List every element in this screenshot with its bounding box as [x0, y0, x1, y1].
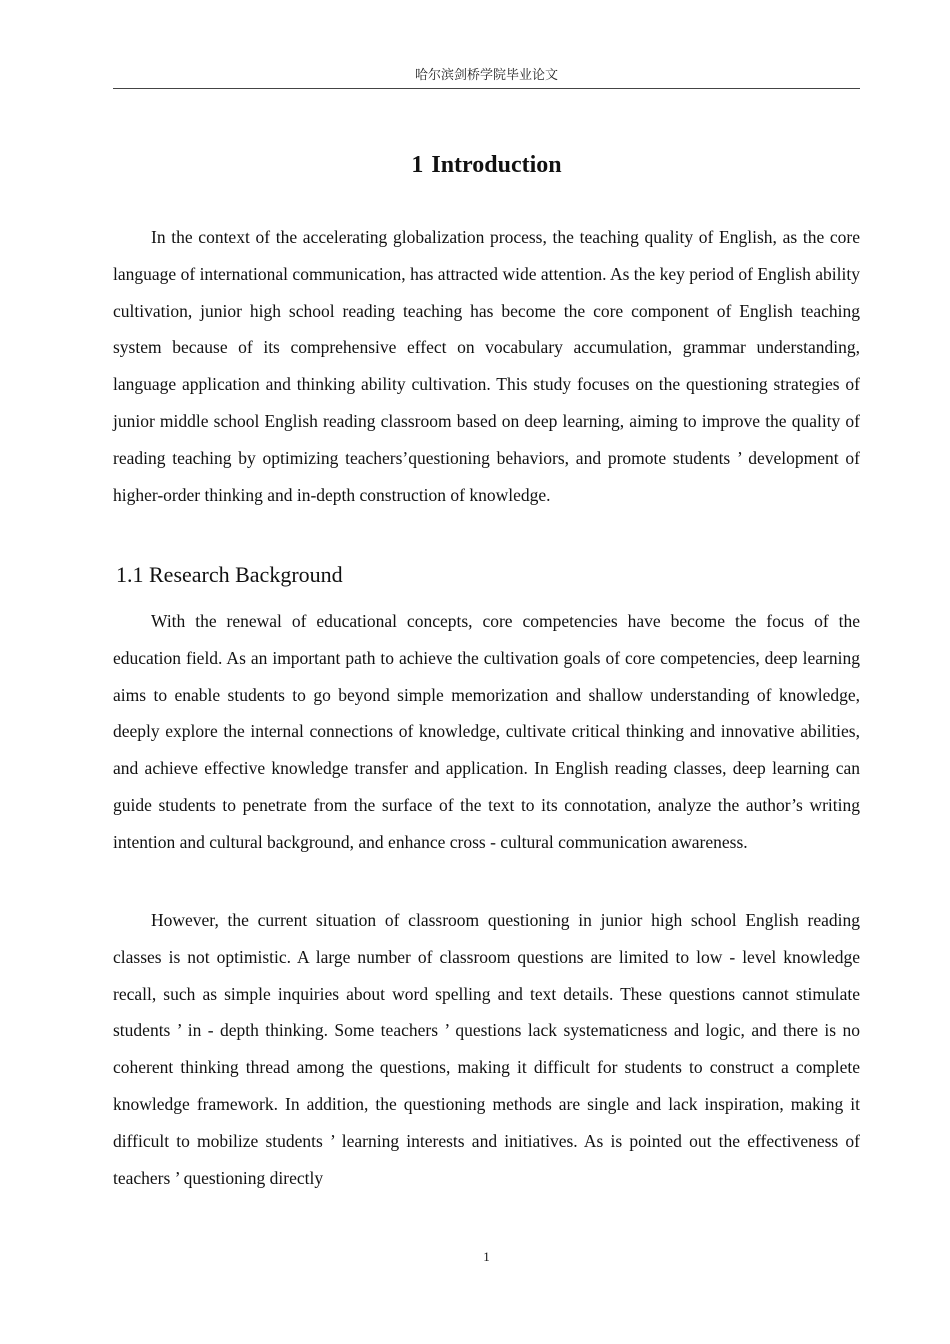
chapter-title — [113, 150, 860, 180]
running-header: 哈尔滨剑桥学院毕业论文 — [414, 67, 558, 82]
intro-paragraph: In the context of the accelerating globalization process, the teaching quality of English, as the core language of international communication, has attracted wide attention. As the key period of English ability cultivation, junior high school reading teaching has become the core component of English teaching system because of its comprehensive effect on vocabulary accumulation, grammar understanding, language application and thinking ability cultivation. This study focuses on the questioning strategies of junior middle school English reading classroom based on deep learning, aiming to improve the quality of reading teaching by optimizing teachers’questioning behaviors, and promote students ’ development of higher-order thinking and in-depth construction of knowledge. — [113, 227, 860, 505]
page-number: 1 — [483, 1249, 490, 1264]
background-paragraph-2: However, the current situation of classroom questioning in junior high school English reading classes is not optimistic. A large number of classroom questions are limited to low - level knowledge recall, such as simple inquiries about word spelling and text details. These questions cannot stimulate students ’ in - depth thinking. Some teachers ’ questions lack systematicness and logic, and there is no coherent thinking thread among the questions, making it difficult for students to construct a complete knowledge framework. In addition, the questioning methods are single and lack inspiration, making it difficult to mobilize students ’ learning interests and initiatives. As is pointed out the effectiveness of teachers ’ questioning directly — [113, 910, 860, 1188]
chapter-number: 1 — [411, 152, 424, 178]
section-heading-research-background: 1.1 Research Background — [116, 562, 343, 587]
header-divider — [113, 88, 860, 89]
chapter-title-text: Introduction — [431, 152, 562, 178]
background-paragraph-1: With the renewal of educational concepts, core competencies have become the focus of the education field. As an important path to achieve the cultivation goals of core competencies, deep learning aims to enable students to go beyond simple memorization and shallow understanding of knowledge, deeply explore the internal connections of knowledge, cultivate critical thinking and innovative abilities, and achieve effective knowledge transfer and application. In English reading classes, deep learning can guide students to penetrate from the surface of the text to its connotation, analyze the author’s writing intention and cultural background, and enhance cross - cultural communication awareness. — [113, 611, 860, 852]
